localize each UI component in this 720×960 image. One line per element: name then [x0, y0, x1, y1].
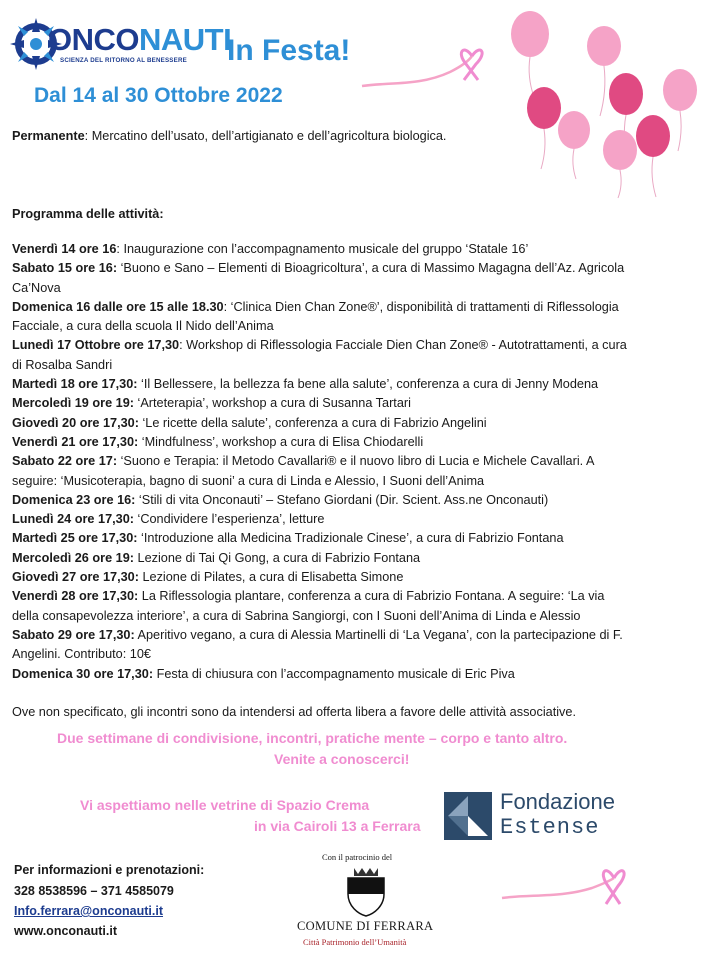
pink-ribbon-icon: [360, 42, 490, 92]
event-line: [12, 645, 712, 664]
comune-subtitle: Città Patrimonio dell’Umanità: [303, 937, 407, 947]
logo-part1: ONCO: [48, 22, 139, 57]
balloon-icon: [603, 130, 637, 198]
pink-ribbon-icon: [500, 858, 640, 918]
event-date: Domenica 16 dalle ore 15 alle 18.30: [12, 299, 224, 314]
balloon-icon: [527, 87, 561, 169]
fondazione-name-1: Fondazione: [500, 789, 615, 814]
event-line: [12, 317, 712, 336]
event-text: : Inaugurazione con l’accompagnamento musicale del gruppo ‘Statale 16’: [116, 242, 529, 256]
event-line: [12, 529, 712, 548]
permanente-label: Permanente: [12, 129, 85, 143]
event-line: [12, 259, 712, 278]
event-text: Ca’Nova: [12, 280, 61, 295]
event-date: Domenica 23 ore 16:: [12, 492, 136, 507]
event-line: [12, 394, 712, 413]
event-line: [12, 433, 712, 452]
contacts-website[interactable]: www.onconauti.it: [14, 924, 118, 938]
fondazione-estense-logo-icon: [444, 792, 492, 840]
event-text: Festa di chiusura con l’accompagnamento musicale di Eric Piva: [153, 666, 515, 681]
event-line: [12, 298, 712, 317]
event-line: [12, 510, 712, 529]
balloon-icon: [511, 11, 549, 97]
event-line: [12, 587, 712, 606]
logo-tagline: SCIENZA DEL RITORNO AL BENESSERE: [60, 57, 187, 64]
event-line: [12, 626, 712, 645]
event-text: Lezione di Tai Qi Gong, a cura di Fabrizio Fontana: [134, 550, 421, 565]
event-date: Mercoledì 19 ore 19:: [12, 396, 134, 411]
event-date: Giovedì 27 ore 17,30:: [12, 570, 139, 585]
event-line: [12, 568, 712, 587]
event-date: Venerdì 21 ore 17,30:: [12, 434, 139, 449]
event-text: ‘Condividere l’esperienza’, letture: [134, 512, 325, 527]
event-text: Aperitivo vegano, a cura di Alessia Martinelli di ‘La Vegana’, con la partecipazione di F.: [134, 627, 623, 642]
event-line: [12, 607, 712, 626]
event-text: Angelini. Contributo: 10€: [12, 647, 151, 662]
contacts-phones: 328 8538596 – 371 4585079: [14, 884, 174, 898]
event-text: ‘Le ricette della salute’, conferenza a cura di Fabrizio Angelini: [138, 415, 487, 430]
event-text: seguire: ‘Musicoterapia, bagno di suoni’ a cura di Linda e Alessio, I Suoni dell’Anima: [12, 473, 485, 488]
event-line: [12, 665, 712, 684]
comune-name: COMUNE DI FERRARA: [297, 919, 434, 933]
pink-tagline-2: Venite a conoscerci!: [274, 751, 410, 767]
event-line: [12, 472, 712, 491]
event-line: [12, 336, 712, 355]
event-date: Mercoledì 26 ore 19:: [12, 550, 134, 565]
logo-wordmark: [48, 24, 231, 55]
event-text: Facciale, a cura della scuola Il Nido dell’Anima: [12, 319, 274, 334]
event-line: [12, 279, 712, 298]
event-date: Sabato 15 ore 16:: [12, 261, 118, 276]
note-text: Ove non specificato, gli incontri sono da intendersi ad offerta libera a favore delle attività associative.: [12, 705, 576, 719]
event-text: : Workshop di Riflessologia Facciale Dien Chan Zone® - Autotrattamenti, a cura: [179, 338, 627, 353]
balloon-icon: [558, 111, 590, 179]
permanente-text: : Mercatino dell’usato, dell’artigianato e dell’agricoltura biologica.: [84, 129, 447, 143]
event-line: [12, 414, 712, 433]
patrocinio-label: Con il patrocinio del: [322, 852, 393, 862]
venue-line-1: Vi aspettiamo nelle vetrine di Spazio Crema: [80, 797, 370, 813]
event-line: [12, 375, 712, 394]
venue-line-2: in via Cairoli 13 a Ferrara: [254, 818, 421, 834]
permanente-line: [12, 127, 446, 146]
balloon-icon: [636, 115, 670, 197]
balloons-decoration: [500, 0, 720, 200]
logo-part2: NAUTI: [139, 22, 232, 57]
event-date: Sabato 29 ore 17,30:: [12, 627, 135, 642]
event-text: ‘Mindfulness’, workshop a cura di Elisa Chiodarelli: [138, 434, 424, 449]
contacts-title: Per informazioni e prenotazioni:: [14, 863, 205, 877]
events-list: [12, 240, 712, 684]
event-line: [12, 240, 712, 259]
event-date: Lunedì 17 Ottobre ore 17,30: [12, 338, 180, 353]
event-line: [12, 356, 712, 375]
ferrara-shield-icon: [344, 866, 388, 918]
event-text: Lezione di Pilates, a cura di Elisabetta Simone: [138, 570, 404, 585]
event-date: Sabato 22 ore 17:: [12, 454, 118, 469]
event-text: ‘Arteterapia’, workshop a cura di Susanna Tartari: [134, 396, 411, 411]
event-date: Lunedì 24 ore 17,30:: [12, 512, 134, 527]
event-date: Martedì 18 ore 17,30:: [12, 377, 138, 392]
event-date: Venerdì 14 ore 16: [12, 242, 117, 256]
event-text: La Riflessologia plantare, conferenza a cura di Fabrizio Fontana. A seguire: ‘La via: [138, 589, 605, 604]
contacts-email-link[interactable]: Info.ferrara@onconauti.it: [14, 904, 164, 918]
programma-title: Programma delle attività:: [12, 207, 164, 221]
event-date: Venerdì 28 ore 17,30:: [12, 589, 139, 604]
event-text: della consapevolezza interiore’, a cura di Sabrina Sangiorgi, con I Suoni dell’Anima di Linda e Alessio: [12, 608, 581, 623]
event-date: Martedì 25 ore 17,30:: [12, 531, 138, 546]
event-text: : ‘Clinica Dien Chan Zone®’, disponibilità di trattamenti di Riflessologia: [223, 299, 619, 314]
date-range: Dal 14 al 30 Ottobre 2022: [34, 84, 283, 107]
event-date: Domenica 30 ore 17,30:: [12, 666, 154, 681]
fondazione-name-2: Estense: [500, 815, 600, 840]
event-line: [12, 549, 712, 568]
event-date: Giovedì 20 ore 17,30:: [12, 415, 139, 430]
event-line: [12, 491, 712, 510]
event-text: ‘Stili di vita Onconauti’ – Stefano Giordani (Dir. Scient. Ass.ne Onconauti): [135, 492, 549, 507]
event-text: ‘Introduzione alla Medicina Tradizionale Cinese’, a cura di Fabrizio Fontana: [137, 531, 564, 546]
event-text: ‘Buono e Sano – Elementi di Bioagricoltura’, a cura di Massimo Magagna dell’Az. Agricola: [117, 261, 625, 276]
pink-tagline-1: Due settimane di condivisione, incontri, pratiche mente – corpo e tanto altro.: [57, 730, 568, 746]
event-text: di Rosalba Sandri: [12, 357, 113, 372]
event-line: [12, 452, 712, 471]
page-title: In Festa!: [227, 34, 351, 67]
event-text: ‘Il Bellessere, la bellezza fa bene alla salute’, conferenza a cura di Jenny Modena: [137, 377, 599, 392]
event-text: ‘Suono e Terapia: il Metodo Cavallari® e il nuovo libro di Lucia e Michele Cavallari. A: [117, 454, 595, 469]
